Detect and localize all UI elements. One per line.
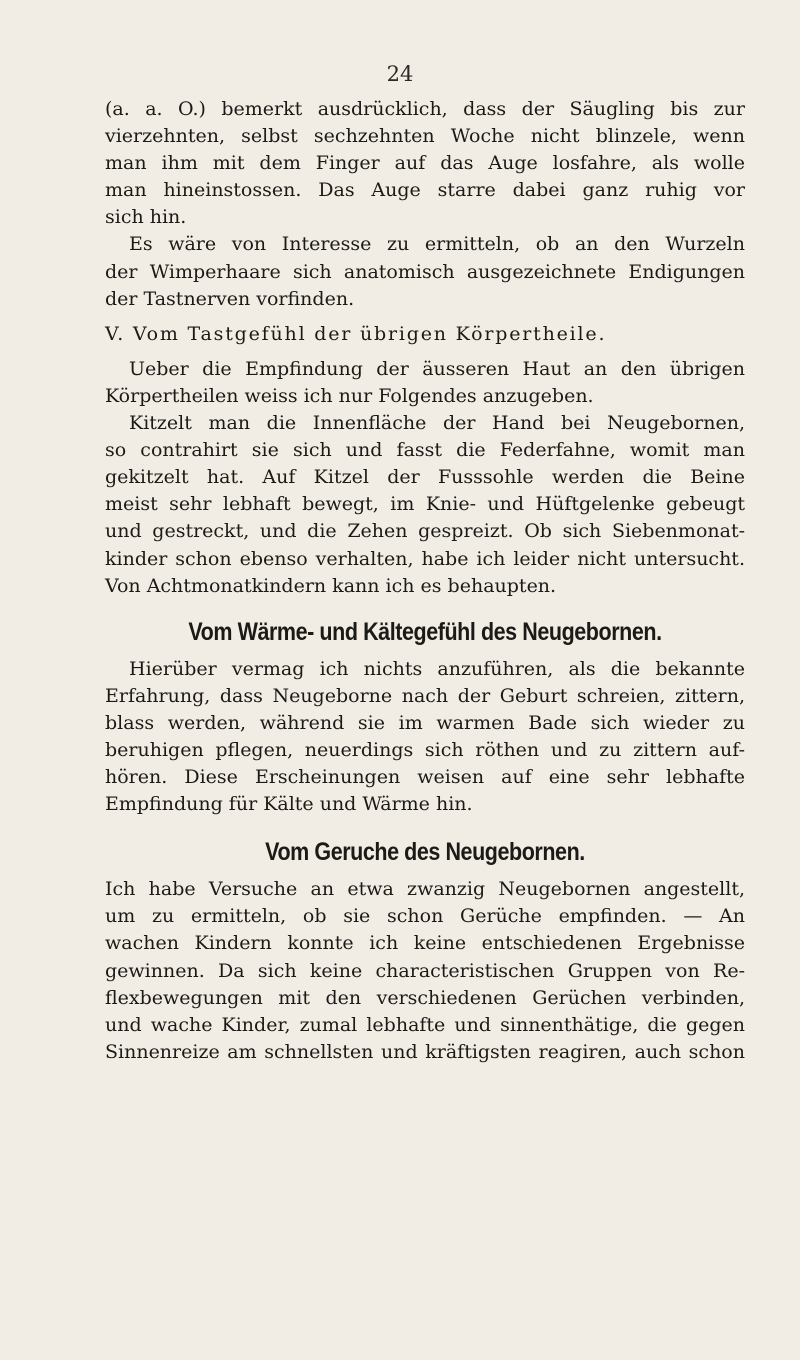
paragraph-skin-sensation: [105, 356, 745, 410]
text-line: kinder schon ebenso verhalten, habe ich leider nicht untersucht.: [105, 547, 745, 570]
text-line: Ueber die Empfindung der äusseren Haut an den übrigen: [129, 357, 745, 380]
text-line: man ihm mit dem Finger auf das Auge losfahre, als wolle: [105, 152, 745, 175]
paragraph-tickling: [105, 410, 745, 600]
text-line: beruhigen pflegen, neuerdings sich röthen und zu zittern auf-: [105, 738, 745, 761]
text-line: meist sehr lebhaft bewegt, im Knie- und Hüftgelenke gebeugt: [105, 493, 745, 516]
text-line: so contrahirt sie sich und fasst die Federfahne, womit man: [105, 439, 745, 462]
heading-warmth-cold: Vom Wärme- und Kältegefühl des Neugebornen.: [188, 617, 662, 646]
text-line: Hierüber vermag ich nichts anzuführen, als die bekannte: [129, 657, 745, 680]
text-line: flexbewegungen mit den verschiedenen Gerüchen verbinden,: [105, 986, 745, 1009]
text-line: Kitzelt man die Innenfläche der Hand bei Neugebornen,: [129, 412, 745, 435]
paragraph-eyelash-roots: [105, 231, 745, 312]
text-line: Ich habe Versuche an etwa zwanzig Neugebornen angestellt,: [105, 878, 745, 901]
text-line: Sinnenreize am schnellsten und kräftigsten reagiren, auch schon: [105, 1040, 745, 1063]
text-line: Es wäre von Interesse zu ermitteln, ob an den Wurzeln: [129, 233, 745, 256]
text-line: blass werden, während sie im warmen Bade sich wieder zu: [105, 711, 745, 734]
page-number: 24: [386, 62, 414, 86]
text-line: und wache Kinder, zumal lebhafte und sinnenthätige, die gegen: [105, 1013, 745, 1036]
body-text: [105, 96, 745, 1066]
heading-smell: Vom Geruche des Neugebornen.: [265, 838, 585, 867]
paragraph-smell: [105, 876, 745, 1066]
paragraph-blinking: [105, 96, 745, 231]
paragraph-warmth-cold: [105, 656, 745, 819]
text-line: um zu ermitteln, ob sie schon Gerüche empfinden. — An: [105, 905, 745, 928]
text-line: der Wimperhaare sich anatomisch ausgezeichnete Endigungen: [105, 260, 745, 283]
text-line: sich hin.: [105, 206, 187, 229]
text-line: und gestreckt, und die Zehen gespreizt. Ob sich Siebenmonat-: [105, 520, 745, 543]
text-line: der Tastnerven vorfinden.: [105, 287, 355, 310]
text-line: Empfindung für Kälte und Wärme hin.: [105, 793, 473, 816]
text-line: wachen Kindern konnte ich keine entschiedenen Ergebnisse: [105, 932, 745, 955]
text-line: gewinnen. Da sich keine characteristischen Gruppen von Re-: [105, 959, 745, 982]
text-line: man hineinstossen. Das Auge starre dabei ganz ruhig vor: [105, 179, 745, 202]
text-line: Erfahrung, dass Neugeborne nach der Geburt schreien, zittern,: [105, 684, 745, 707]
text-line: vierzehnten, selbst sechzehnten Woche nicht blinzele, wenn: [105, 125, 745, 148]
section-heading-tastgefuehl: V. Vom Tastgefühl der übrigen Körpertheile.: [105, 322, 607, 345]
text-line: (a. a. O.) bemerkt ausdrücklich, dass der Säugling bis zur: [105, 98, 745, 120]
text-line: hören. Diese Erscheinungen weisen auf eine sehr lebhafte: [105, 766, 745, 789]
text-line: Körpertheilen weiss ich nur Folgendes anzugeben.: [105, 384, 594, 407]
text-line: Von Achtmonatkindern kann ich es behaupten.: [105, 574, 557, 597]
text-line: gekitzelt hat. Auf Kitzel der Fusssohle werden die Beine: [105, 466, 745, 489]
